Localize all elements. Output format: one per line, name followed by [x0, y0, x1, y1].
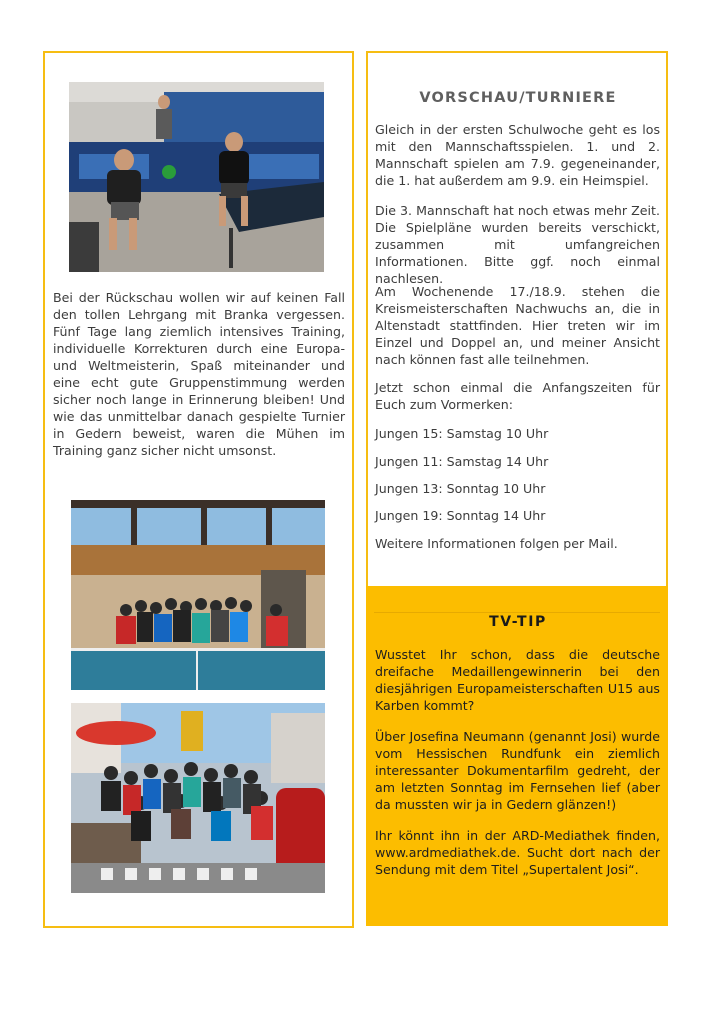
schedule-item: Jungen 19: Sonntag 14 Uhr [375, 508, 546, 523]
tv-tip-divider [374, 612, 660, 613]
tv-tip-paragraph-2: Über Josefina Neumann (genannt Josi) wurde vom Hessischen Rundfunk ein ziemlich interessanter Dokumentarfilm gedreht, der am letzten Sonntag im Fernsehen lief (aber da mussten wir ja in Gedern glänzen!) [375, 729, 660, 812]
group-photo-outdoor [71, 703, 325, 893]
preview-paragraph-2: Die 3. Mannschaft hat noch etwas mehr Zeit. Die Spielpläne wurden bereits verschickt, zusammen mit umfangreichen Informationen. Bitte ggf. noch einmal nachlesen. [375, 203, 660, 286]
training-photo [69, 82, 324, 272]
tv-tip-paragraph-1: Wusstet Ihr schon, dass die deutsche dreifache Medaillengewinnerin bei den diesjährigen Europameisterschaften U15 aus Karben kommt? [375, 647, 660, 713]
recap-paragraph: Bei der Rückschau wollen wir auf keinen Fall den tollen Lehrgang mit Branka vergessen. Fünf Tage lang ziemlich intensives Training, individuelle Korrekturen durch eine Europa- und Weltmeisterin, Spaß miteinander und eine echt gute Gruppenstimmung werden sicher noch lange in Erinnerung bleiben! Und wie das unmittelbar danach gespielte Turnier in Gedern beweist, waren die Mühen im Training ganz sicher nicht umsonst. [53, 290, 345, 458]
preview-paragraph-3: Am Wochenende 17./18.9. stehen die Kreismeisterschaften Nachwuchs an, die in Altenstadt stattfinden. Hier treten wir im Einzel und Doppel an, und meiner Ansicht nach können fast alle teilnehmen. [375, 284, 660, 367]
preview-heading: VORSCHAU/TURNIERE [419, 90, 617, 106]
preview-paragraph-4: Jetzt schon einmal die Anfangszeiten für Euch zum Vormerken: [375, 380, 660, 412]
schedule-item: Jungen 11: Samstag 14 Uhr [375, 454, 549, 469]
tv-tip-heading: TV-TIP [489, 614, 547, 630]
preview-paragraph-1: Gleich in der ersten Schulwoche geht es los mit den Mannschaftsspielen. 1. und 2. Mannschaft spielen am 7.9. gegeneinander, die 1. hat außerdem am 9.9. ein Heimspiel. [375, 122, 660, 188]
tv-tip-paragraph-3: Ihr könnt ihn in der ARD-Mediathek finden, www.ardmediathek.de. Sucht dort nach der Sendung mit dem Titel „Supertalent Josi“. [375, 828, 660, 877]
schedule-item: Jungen 13: Sonntag 10 Uhr [375, 481, 546, 496]
preview-paragraph-5: Weitere Informationen folgen per Mail. [375, 536, 618, 551]
group-photo-table [71, 500, 325, 690]
schedule-item: Jungen 15: Samstag 10 Uhr [375, 426, 549, 441]
